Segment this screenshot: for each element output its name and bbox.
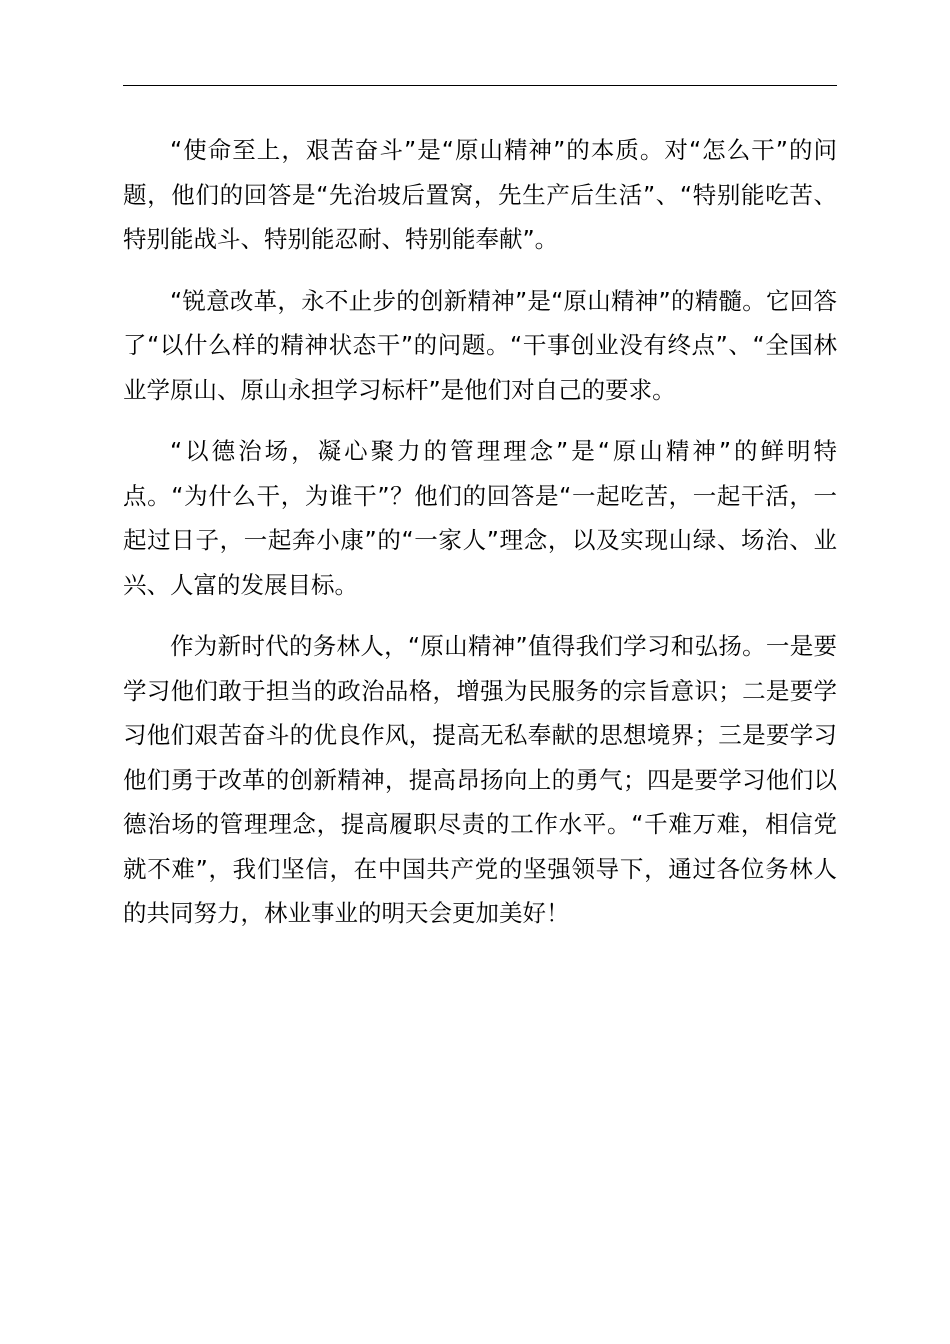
paragraph-3: “以德治场，凝心聚力的管理理念”是“原山精神”的鲜明特点。“为什么干，为谁干”？他们的回答是“一起吃苦，一起干活，一起过日子，一起奔小康”的“一家人”理念，以及实现山绿、场治、业兴、人富的发展目标。 (123, 437, 837, 599)
paragraph-1: “使命至上，艰苦奋斗”是“原山精神”的本质。对“怎么干”的问题，他们的回答是“先治坡后置窝，先生产后生活”、“特别能吃苦、特别能战斗、特别能忍耐、特别能奉献”。 (123, 136, 837, 253)
paragraph-2: “锐意改革，永不止步的创新精神”是“原山精神”的精髓。它回答了“以什么样的精神状态干”的问题。“干事创业没有终点”、“全国林业学原山、原山永担学习标杆”是他们对自己的要求。 (123, 286, 837, 404)
document-body (123, 128, 837, 953)
header-rule (123, 85, 837, 86)
paragraph-4: 作为新时代的务林人，“原山精神”值得我们学习和弘扬。一是要学习他们敢于担当的政治品格，增强为民服务的宗旨意识；二是要学习他们艰苦奋斗的优良作风，提高无私奉献的思想境界；三是要学习他们勇于改革的创新精神，提高昂扬向上的勇气；四是要学习他们以德治场的管理理念，提高履职尽责的工作水平。“千难万难，相信党就不难”，我们坚信，在中国共产党的坚强领导下，通过各位务林人的共同努力，林业事业的明天会更加美好！ (123, 632, 837, 927)
